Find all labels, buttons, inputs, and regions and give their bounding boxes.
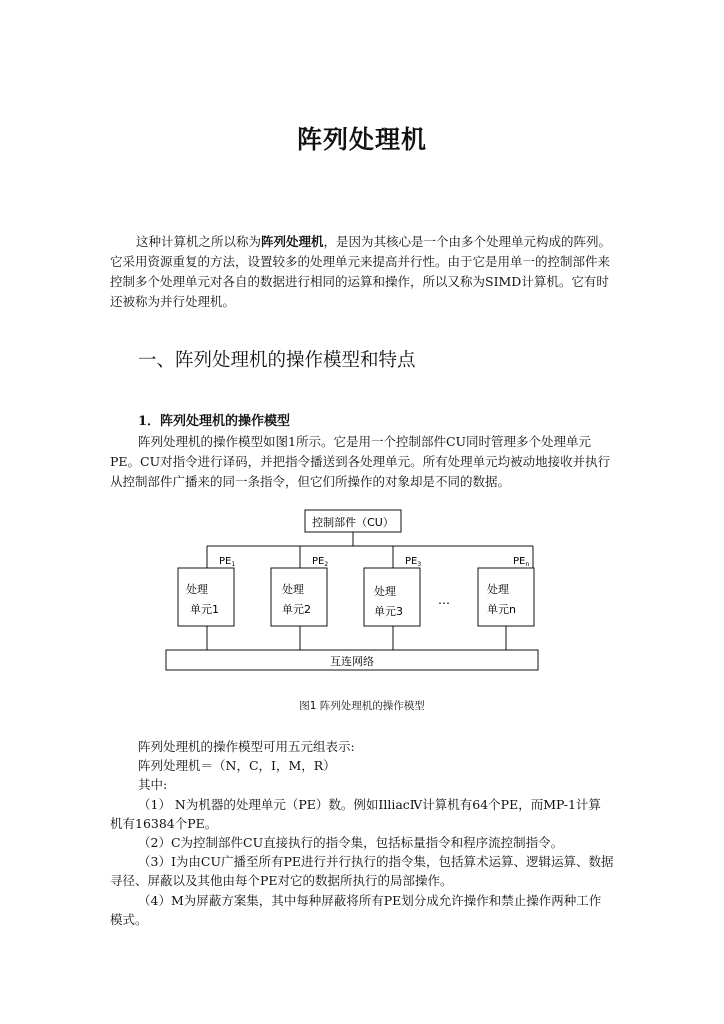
item-3-line-1: （3）I为由CU广播至所有PE进行并行执行的指令集，包括算术运算、逻辑运算、数据: [138, 854, 614, 869]
unit-label: 单元1: [190, 603, 219, 616]
unit-label: 单元3: [374, 605, 403, 618]
unit-label: 处理: [186, 583, 208, 596]
intro-line-2: 它采用资源重复的方法，设置较多的处理单元来提高并行性。由于它是用单一的控制部件来: [110, 254, 611, 269]
body-line-1: 阵列处理机的操作模型可用五元组表示:: [138, 739, 355, 754]
item-2-line-1: （2）C为控制部件CU直接执行的指令集，包括标量指令和程序流控制指令。: [138, 835, 564, 850]
cu-label: 控制部件（CU）: [312, 516, 394, 529]
unit-label: 单元n: [487, 603, 516, 616]
processing-unit-1: [178, 568, 234, 626]
pe-label-1: $PE_1$: [219, 556, 236, 568]
intro-text: ，是因为其核心是一个由多个处理单元构成的阵列。: [323, 234, 612, 249]
item-4-line-2: 模式。: [110, 912, 148, 927]
item-1-line-1: （1） N为机器的处理单元（PE）数。例如IlliacⅣ计算机有64个PE，而MP-1计算: [138, 797, 601, 812]
ellipsis: …: [438, 593, 450, 607]
item-1-line-2: 机有16384个PE。: [110, 816, 218, 831]
pe-label-n: $PE_n$: [513, 556, 530, 568]
unit-label: 单元2: [282, 603, 311, 616]
pe-label-3: $PE_3$: [405, 556, 422, 568]
unit-label: 处理: [374, 585, 396, 598]
section-para-line-2: PE。CU对指令进行译码，并把指令播送到各处理单元。所有处理单元均被动地接收并执行: [110, 454, 611, 469]
intro-bold-term: 阵列处理机: [261, 234, 324, 249]
body-line-3: 其中:: [138, 777, 168, 792]
unit-label: 处理: [487, 583, 509, 596]
processing-unit-n: [478, 568, 534, 626]
page-title: 阵列处理机: [296, 125, 427, 154]
figure-caption: 图1 阵列处理机的操作模型: [299, 700, 425, 712]
pe-label-2: $PE_2$: [312, 556, 329, 568]
unit-label: 处理: [282, 583, 304, 596]
section-para-line-3: 从控制部件广播来的同一条指令，但它们所操作的对象却是不同的数据。: [110, 474, 511, 489]
processing-unit-2: [271, 568, 327, 626]
operation-model-diagram: [0, 500, 724, 700]
network-label: 互连网络: [330, 655, 374, 668]
section-heading: 一、阵列处理机的操作模型和特点: [138, 350, 416, 371]
sub-heading: 1．阵列处理机的操作模型: [138, 414, 291, 429]
intro-line-3: 控制多个处理单元对各自的数据进行相同的运算和操作，所以又称为SIMD计算机。它有时: [110, 274, 609, 289]
intro-line-4: 还被称为并行处理机。: [110, 294, 236, 309]
body-line-2: 阵列处理机＝（N，C，I，M，R）: [138, 758, 336, 773]
intro-line-1: [136, 232, 646, 250]
section-para-line-1: 阵列处理机的操作模型如图1所示。它是用一个控制部件CU同时管理多个处理单元: [138, 434, 592, 449]
item-4-line-1: （4）M为屏蔽方案集，其中每种屏蔽将所有PE划分成允许操作和禁止操作两种工作: [138, 893, 602, 908]
intro-text: 这种计算机之所以称为: [136, 234, 262, 249]
item-3-line-2: 寻径、屏蔽以及其他由每个PE对它的数据所执行的局部操作。: [110, 873, 453, 888]
